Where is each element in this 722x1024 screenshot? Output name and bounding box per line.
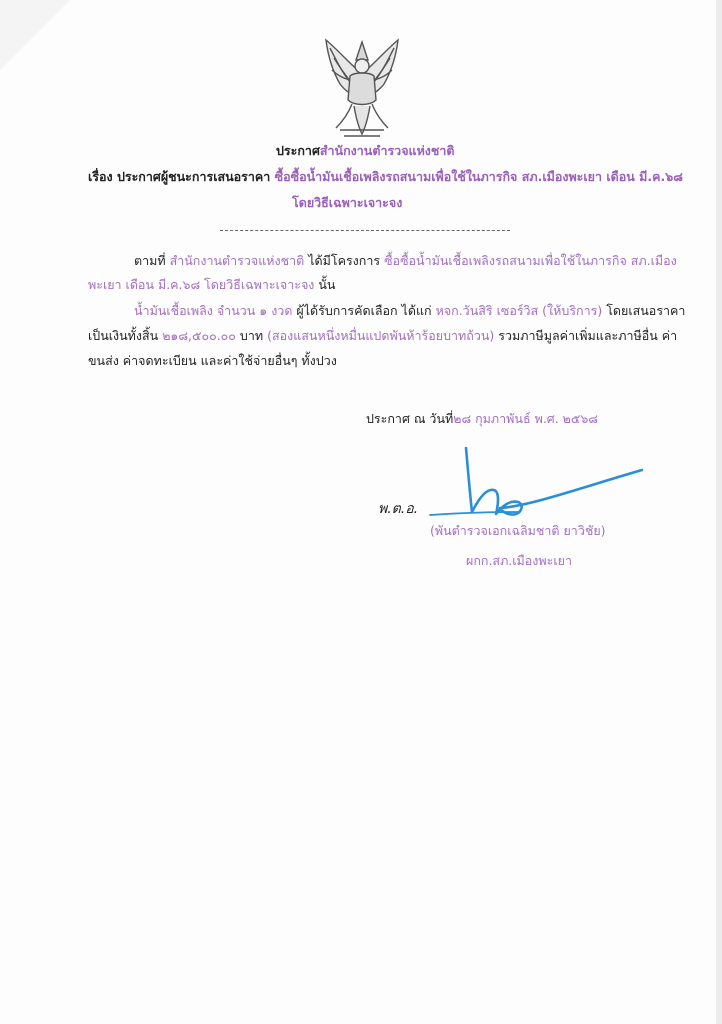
p3-words: (สองแสนหนึ่งหมื่นแปดพันห้าร้อยบาทถ้วน) [267,328,495,343]
body-paragraph-2-line-2 [88,327,677,345]
separator-line [220,230,510,231]
page-title [276,142,455,160]
p1-project-a: ซื้อซื้อน้ำมันเชื้อเพลิงรถสนามเพื่อใช้ในภารกิจ สภ.เมือง [384,253,677,268]
p2-item: น้ำมันเชื้อเพลิง จำนวน ๑ งวด [134,303,293,318]
date-month: กุมภาพันธ์ [475,411,531,426]
body-paragraph-2-line-3: ขนส่ง ค่าจดทะเบียน และค่าใช้จ่ายอื่นๆ ทั้งปวง [88,353,337,368]
p1-mid: ได้มีโครงการ [308,253,381,268]
subject-text: ซื้อซื้อน้ำมันเชื้อเพลิงรถสนามเพื่อใช้ในภารกิจ สภ.เมืองพะเยา เดือน มี.ค.๖๘ [274,169,683,184]
p2-offer: โดยเสนอราคา [606,303,686,318]
announcement-date [366,410,598,428]
body-paragraph-2-line-1 [134,302,685,320]
page-fold [0,0,70,70]
title-org: สำนักงานตำรวจแห่งชาติ [319,143,455,158]
p3-unit: บาท [239,328,264,343]
p3-amount: ๒๑๘,๕๐๐.๐๐ [162,328,236,343]
title-prefix: ประกาศ [276,143,320,158]
subject-method: โดยวิธีเฉพาะเจาะจง [292,195,403,210]
subject-label: เรื่อง ประกาศผู้ชนะการเสนอราคา [88,169,271,184]
body-paragraph-1-line-2 [88,276,335,294]
date-year: พ.ศ. ๒๕๖๘ [534,411,598,426]
p1-lead: ตามที่ [134,253,166,268]
date-prefix: ประกาศ ณ วันที่ [366,411,454,426]
p1-end: นั้น [318,277,336,292]
subject-line [88,168,683,186]
p2-mid: ผู้ได้รับการคัดเลือก ได้แก่ [296,303,432,318]
page-edge [716,0,722,1024]
signature-mark [420,440,650,525]
handwritten-rank: พ.ต.อ. [378,501,419,517]
date-day: ๒๘ [453,411,472,426]
signer-name: (พันตำรวจเอกเฉลิมชาติ ยาวิชัย) [430,523,606,538]
signer-position: ผกก.สภ.เมืองพะเยา [466,553,572,568]
garuda-emblem-icon [310,34,414,140]
p2-vendor: หจก.วันสิริ เซอร์วิส (ให้บริการ) [435,303,603,318]
body-paragraph-1-line-1 [134,252,677,270]
p3-lead: เป็นเงินทั้งสิ้น [88,328,159,343]
p3-tail: รวมภาษีมูลค่าเพิ่มและภาษีอื่น ค่า [498,328,678,343]
p1-project-b: พะเยา เดือน มี.ค.๖๘ โดยวิธีเฉพาะเจาะจง [88,277,315,292]
p1-org: สำนักงานตำรวจแห่งชาติ [169,253,305,268]
